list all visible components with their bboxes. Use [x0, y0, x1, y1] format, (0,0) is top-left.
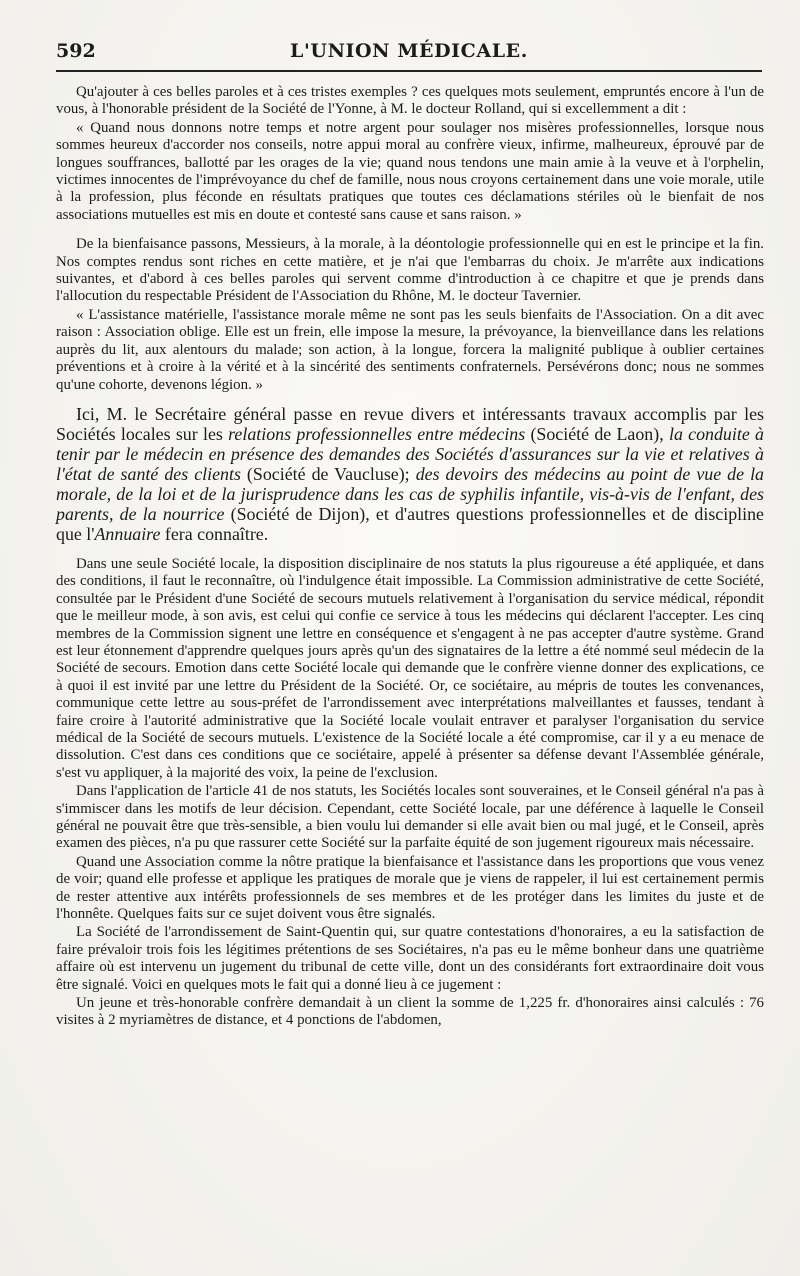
- summary-text-5: fera connaître.: [160, 523, 269, 544]
- summary-italic-2: la conduite à tenir par le médecin en présence des demandes des Sociétés d'assurances sur la vie et relatives à l'état de santé des clients: [56, 423, 764, 484]
- summary-text-2: (Société de Laon),: [525, 423, 669, 444]
- quote-tavernier: « L'assistance matérielle, l'assistance morale même ne sont pas les seuls bienfaits de l'Association. On a dit avec raison : Association oblige. Elle est un frein, elle impose la mesure, la prévoyance, la bienveillance dans les relations auprès du lit, aux alentours du malade; son action, à la longue, forcera la malignité publique à oublier certaines préventions et à croire à la vérité et à la sincérité des sentiments confraternels. Persévérons donc; nous ne sommes qu'une cohorte, devenons légion. »: [56, 306, 764, 393]
- summary-paragraph: [56, 404, 764, 544]
- summary-italic-1: relations professionnelles entre médecins: [228, 423, 526, 444]
- body-text: [56, 84, 764, 1030]
- paragraph-saint-quentin: La Société de l'arrondissement de Saint-Quentin qui, sur quatre contestations d'honoraires, a eu la satisfaction de faire prévaloir trois fois les légitimes prétentions de ses Sociétaires, n'a pas eu le même bonheur dans une quatrième affaire où est intervenu un jugement du tribunal de cette ville, dont un des considérants fort extraordinaire doit vous être signalé. Voici en quelques mots le fait qui a donné lieu à ce jugement :: [56, 924, 764, 993]
- journal-title: L'UNION MÉDICALE.: [290, 40, 528, 62]
- summary-text-4: (Société de Dijon), et d'autres questions professionnelles et de discipline que l': [56, 503, 764, 544]
- paragraph-1: Qu'ajouter à ces belles paroles et à ces tristes exemples ? ces quelques mots seulement, empruntés encore à l'un de vous, à l'honorable président de la Société de l'Yonne, à M. le docteur Rolland, qui si excellemment a dit :: [56, 84, 764, 118]
- summary-italic-3: des devoirs des médecins au point de vue de la morale, de la loi et de la jurisprudence dans les cas de syphilis infantile, vis-à-vis de l'enfant, des parents, de la nourrice: [56, 463, 764, 524]
- running-head: [56, 40, 762, 72]
- page-number: 592: [56, 40, 96, 62]
- summary-text-1: Ici, M. le Secrétaire général passe en revue divers et intéressants travaux accomplis par les Sociétés locales sur les: [56, 403, 764, 444]
- paragraph-discipline: Dans une seule Société locale, la disposition disciplinaire de nos statuts la plus rigoureuse a été appliquée, et dans des conditions, il faut le reconnaître, où l'indulgence était impossible. La Commission administrative de cette Société, consultée par le Président d'une Société de secours mutuels relativement à l'organisation du service médical, répondit que le meilleur mode, à son avis, est celui qui confie ce service à tous les médecins qui déclarent l'accepter. Les cinq membres de la Commission signent une lettre en conséquence et s'engagent à ne pas accepter d'autre système. Grand est leur étonnement d'apprendre quelques jours après qu'un des signataires de la lettre a été nommé seul médecin de la Société de secours. Emotion dans cette Société locale qui demande que le confrère vienne donner des explications, ce à quoi il est invité par une lettre du Président de la Société. Or, ce sociétaire, au mépris de toutes les convenances, communique cette lettre au sous-préfet de l'arrondissement avec interprétations malveillantes et fausses, tendant à faire croire à l'autorité administrative que la Société locale voulait entraver et paralyser l'organisation du service médical de la Société de secours mutuels. L'existence de la Société locale a été compromise, car il y a eu menace de dissolution. C'est dans ces conditions que ce sociétaire, appelé à présenter sa défense devant l'Assemblée générale, s'est vu appliquer, à la majorité des voix, la peine de l'exclusion.: [56, 555, 764, 781]
- paragraph-article-41: Dans l'application de l'article 41 de nos statuts, les Sociétés locales sont souveraines, et le Conseil général n'a pas à s'immiscer dans les motifs de leur décision. Cependant, cette Société locale, par une déférence à laquelle le Conseil général ne pouvait être que très-sensible, a bien voulu lui demander si elle avait bien ou mal jugé, et le Conseil, après examen des pièces, n'a pu que rassurer cette Société sur la parfaite équité de son jugement rigoureux mais nécessaire.: [56, 783, 764, 852]
- paragraph-honoraires: Un jeune et très-honorable confrère demandait à un client la somme de 1,225 fr. d'honoraires ainsi calculés : 76 visites à 2 myriamètres de distance, et 4 ponctions de l'abdomen,: [56, 995, 764, 1029]
- quote-rolland: « Quand nous donnons notre temps et notre argent pour soulager nos misères professionnelles, lorsque nous sommes heureux d'accorder nos conseils, notre appui moral au confrère vieux, infirme, malheureux, éprouvé par de longues souffrances, ballotté par les orages de la vie; quand nous tendons une main amie à la veuve et à l'orphelin, victimes innocentes de l'imprévoyance du chef de famille, nous nous croyons certainement dans une voie morale, utile à la profession, plus féconde en résultats pratiques que toutes ces déclamations stériles où le bienfait de nos associations mutuelles est mis en doute et contesté sans cause et sans raison. »: [56, 119, 764, 223]
- paragraph-morale: De la bienfaisance passons, Messieurs, à la morale, à la déontologie professionnelle qui en est le principe et la fin. Nos comptes rendus sont riches en cette matière, et je n'ai que l'embarras du choix. Je m'arrête aux indications suivantes, et d'abord à ces belles paroles qui servent comme d'introduction à ce chapitre et que je prends dans l'allocution du respectable Président de l'Association du Rhône, M. le docteur Tavernier.: [56, 236, 764, 305]
- paragraph-interets: Quand une Association comme la nôtre pratique la bienfaisance et l'assistance dans les proportions que vous venez de voir; quand elle professe et applique les pratiques de morale que je viens de rappeler, il lui est certainement permis de rester attentive aux intérêts professionnels de ses membres et de les protéger dans les limites du juste et de l'honnête. Quelques faits sur ce sujet doivent vous être signalés.: [56, 853, 764, 923]
- summary-text-3: (Société de Vaucluse);: [240, 463, 416, 484]
- summary-italic-4: Annuaire: [94, 523, 161, 544]
